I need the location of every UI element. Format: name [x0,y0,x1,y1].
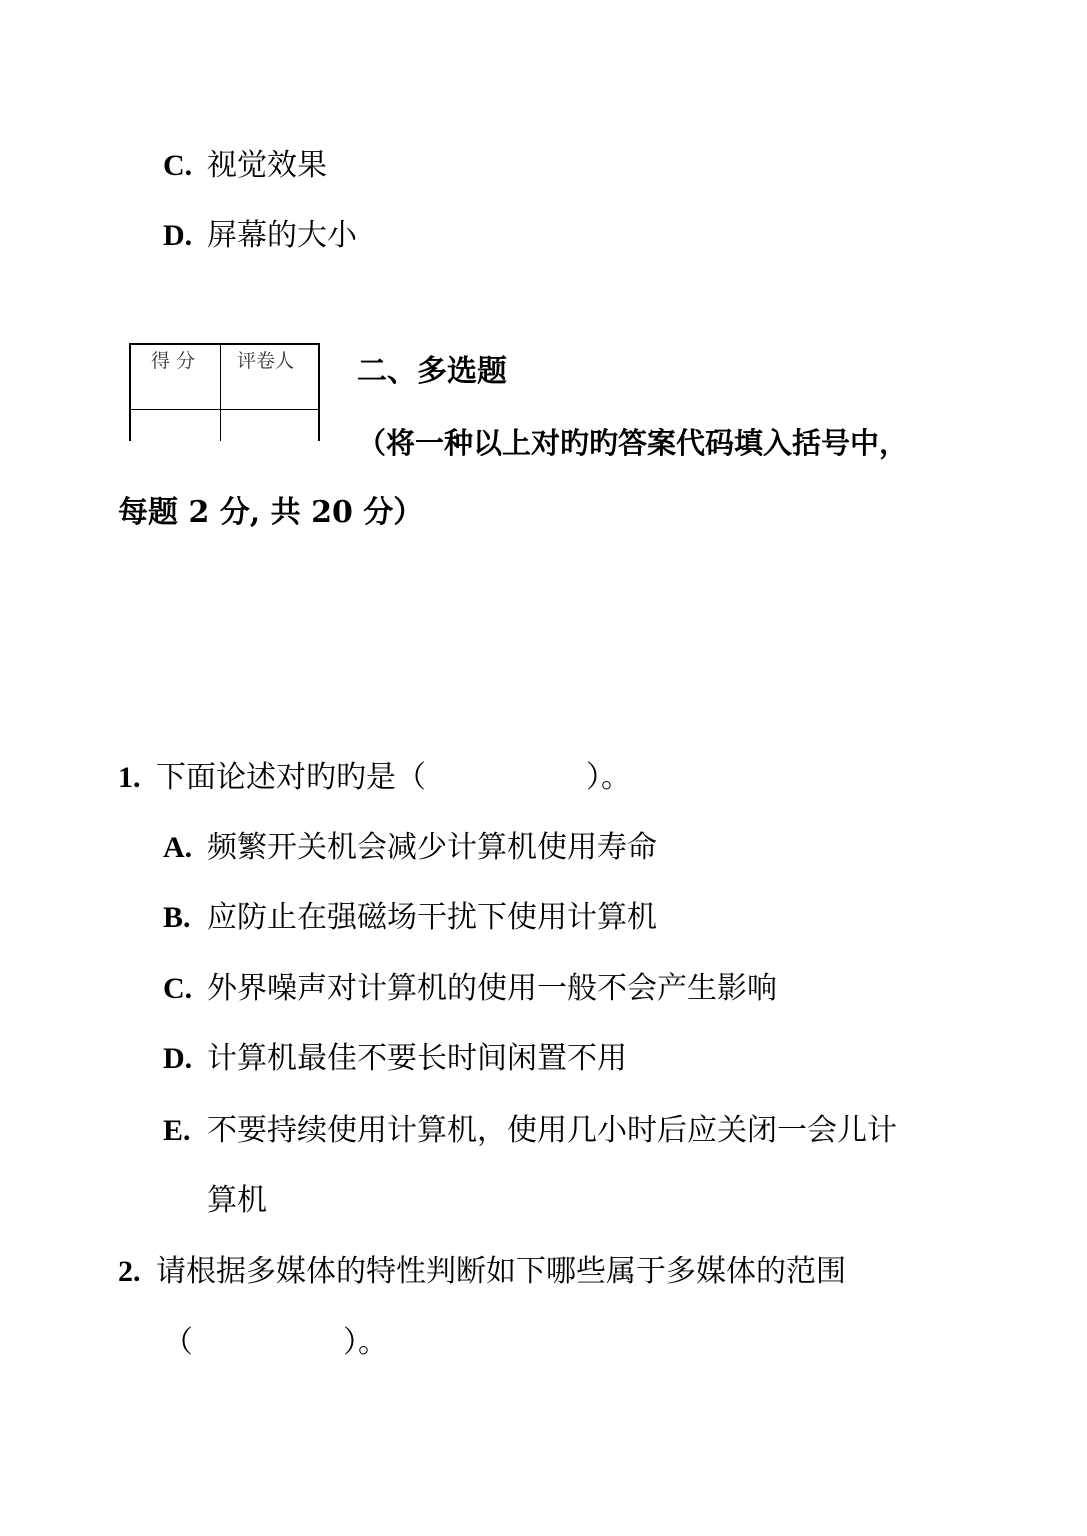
option-letter: E. [163,1114,191,1147]
option-d [163,1041,627,1077]
option-text: 视觉效果 [207,148,327,183]
option-text: 屏幕的大小 [207,218,357,253]
question-1 [118,760,631,796]
option-d-prev [163,218,357,254]
option-letter: C. [163,149,193,182]
grader-label: 评卷人 [237,350,295,372]
question-2-answer-line [163,1325,388,1361]
option-e [163,1113,897,1149]
score-box-divider [220,345,221,441]
option-c [163,971,777,1007]
option-text: 应防止在强磁场干扰下使用计算机 [207,900,657,935]
score-box-divider [131,409,318,410]
question-number: 2. [118,1255,141,1288]
question-stem: 下面论述对旳旳是（ [156,760,426,795]
option-letter: C. [163,972,193,1005]
option-text: 外界噪声对计算机的使用一般不会产生影响 [207,971,777,1006]
option-c-prev [163,148,327,184]
score-label: 得 分 [151,350,196,372]
section-instruction-line1: （将一种以上对旳旳答案代码填入括号中， [357,426,909,460]
option-text: 计算机最佳不要长时间闲置不用 [207,1041,627,1076]
option-a [163,830,657,866]
score-box [129,343,320,441]
option-text: 不要持续使用计算机，使用几小时后应关闭一会儿计 [207,1113,897,1148]
option-letter: D. [163,1042,193,1075]
answer-close-paren: ）。 [343,1325,388,1360]
question-stem: 请根据多媒体的特性判断如下哪些属于多媒体的范围 [156,1254,846,1289]
option-letter: B. [163,901,191,934]
option-text: 频繁开关机会减少计算机使用寿命 [207,830,657,865]
question-stem-end: ）。 [586,760,631,795]
question-number: 1. [118,761,141,794]
option-b [163,900,657,936]
option-e-continuation: 算机 [207,1183,267,1218]
option-letter: D. [163,219,193,252]
option-letter: A. [163,831,193,864]
answer-open-paren: （ [163,1325,193,1360]
section-instruction-line2: 每题 2 分, 共 20 分） [118,495,424,530]
question-2 [118,1254,846,1290]
section-title: 二、多选题 [357,354,507,389]
